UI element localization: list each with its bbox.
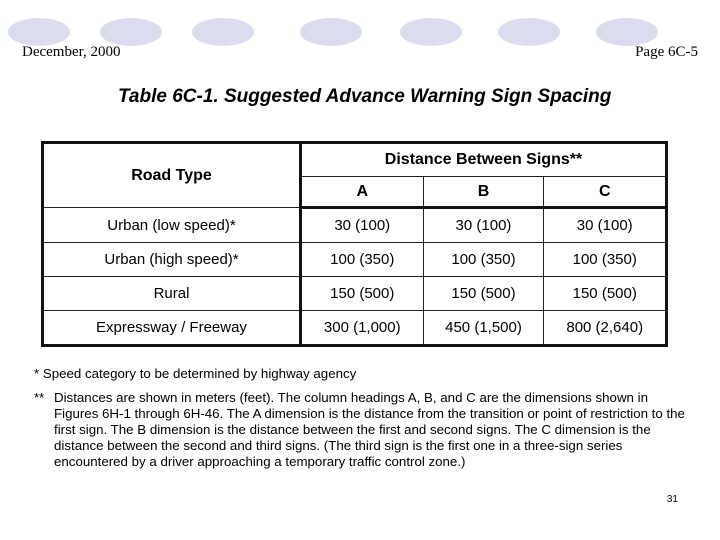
footnote-marker: ** [34, 390, 45, 405]
column-header-b: B [423, 177, 544, 208]
table-row [43, 310, 667, 345]
distance-a-cell: 300 (1,000) [301, 310, 424, 345]
sign-spacing-table [41, 141, 668, 347]
distance-b-cell: 450 (1,500) [423, 310, 544, 345]
table-header-row [43, 143, 667, 177]
distance-c-cell: 100 (350) [544, 243, 667, 277]
distance-a-cell: 150 (500) [301, 276, 424, 310]
decorative-ellipse [100, 18, 162, 46]
table-row [43, 208, 667, 243]
distance-a-cell: 100 (350) [301, 243, 424, 277]
road-type-cell: Rural [43, 276, 301, 310]
table-title: Table 6C-1. Suggested Advance Warning Sign Spacing [118, 86, 612, 107]
distance-c-cell: 800 (2,640) [544, 310, 667, 345]
footnote-distances [34, 390, 694, 470]
distance-header: Distance Between Signs** [301, 143, 667, 177]
road-type-cell: Expressway / Freeway [43, 310, 301, 345]
distance-b-cell: 150 (500) [423, 276, 544, 310]
distance-b-cell: 30 (100) [423, 208, 544, 243]
distance-a-cell: 30 (100) [301, 208, 424, 243]
decorative-ellipse [400, 18, 462, 46]
table-row [43, 276, 667, 310]
distance-c-cell: 150 (500) [544, 276, 667, 310]
document-date: December, 2000 [22, 44, 121, 60]
decorative-ellipse [192, 18, 254, 46]
distance-b-cell: 100 (350) [423, 243, 544, 277]
road-type-cell: Urban (high speed)* [43, 243, 301, 277]
footnote-speed-category: * Speed category to be determined by highway agency [34, 366, 357, 381]
decorative-ellipse [596, 18, 658, 46]
footnote-distances-text: Distances are shown in meters (feet). The column headings A, B, and C are the dimensions shown in Figures 6H-1 through 6H-46. The A dimension is the distance from the transition or point of restriction to the first sign. The B dimension is the distance between the first and second signs. The C dimension is the distance between the second and third signs. (The third sign is the first one in a three-sign series encountered by a driver approaching a temporary traffic control zone.) [54, 390, 685, 469]
road-type-header: Road Type [43, 143, 301, 208]
footnotes [34, 366, 694, 470]
column-header-a: A [301, 177, 424, 208]
road-type-cell: Urban (low speed)* [43, 208, 301, 243]
distance-c-cell: 30 (100) [544, 208, 667, 243]
decorative-ellipse [300, 18, 362, 46]
decorative-ellipse [498, 18, 560, 46]
column-header-c: C [544, 177, 667, 208]
decorative-ellipse [8, 18, 70, 46]
slide-number: 31 [666, 494, 678, 505]
document-page: Page 6C-5 [635, 44, 698, 60]
table-row [43, 243, 667, 277]
